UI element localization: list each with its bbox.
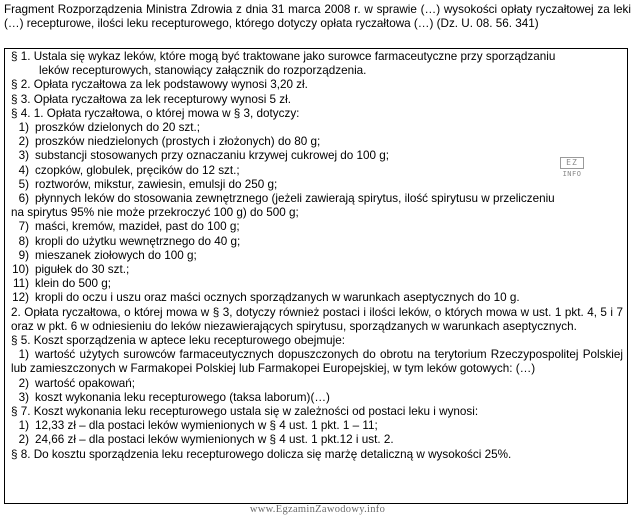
list-item-text: czopków, globulek, pręcików do 12 szt.; [35, 163, 240, 177]
list-item-text: płynnych leków do stosowania zewnętrznego (jeżeli zawierają spirytus, ilość spirytusu w przeliczeniu [35, 192, 555, 206]
list-item-number: 8) [18, 234, 29, 248]
list-item-number: 2) [18, 135, 29, 149]
list-item [11, 220, 623, 234]
list-item [11, 291, 623, 305]
paragraph-4-list [11, 121, 623, 192]
list-item [11, 263, 623, 277]
paragraph-2: § 2. Opłata ryczałtowa za lek podstawowy wynosi 3,20 zł. [11, 78, 308, 92]
watermark-footer: www.EgzaminZawodowy.info [249, 504, 386, 515]
list-item [11, 377, 623, 391]
paragraph-1-line-2: leków recepturowych, stanowiący załącznik do rozporządzenia. [39, 64, 367, 78]
list-item-text: pigułek do 30 szt.; [35, 263, 130, 277]
list-item-number: 4) [18, 163, 29, 177]
list-item [11, 277, 623, 291]
list-item-text: 24,66 zł – dla postaci leków wymienionych w § 4 ust. 1 pkt.12 i ust. 2. [35, 433, 394, 447]
list-item-number: 2) [18, 376, 29, 390]
list-item-text: kropli do oczu i uszu oraz maści ocznych sporządzanych w warunkach aseptycznych do 10 g. [35, 291, 520, 305]
paragraph-7-list [11, 419, 623, 447]
list-item-number: 7) [18, 220, 29, 234]
list-item-number: 10) [12, 263, 29, 277]
list-item-text: kropli do użytku wewnętrznego do 40 g; [35, 234, 241, 248]
list-item [11, 433, 623, 447]
document-header: Fragment Rozporządzenia Ministra Zdrowia z dnia 31 marca 2008 r. w sprawie (…) wysokości opłaty ryczałtowej za leki (…) recepturowe, ilości leku recepturowego, którego dotyczy opłata ryczałtowa (…) (Dz. U. 08. 56. 341) [4, 3, 631, 31]
list-item-text: wartość użytych surowców farmaceutycznych dopuszczonych do obrotu na terytorium Rzeczypospolitej Polskiej lub zamieszczonych w Farmakopei Polskiej lub Farmakopei Europejskiej, w tym leków gotowych: (…) [11, 348, 623, 376]
paragraph-4-intro: § 4. 1. Opłata ryczałtowa, o której mowa w § 3, dotyczy: [11, 106, 300, 120]
list-item-number: 12) [12, 291, 29, 305]
paragraph-5-list [11, 377, 623, 405]
list-item-text: proszków niedzielonych (prostych i złożonych) do 80 g; [35, 135, 321, 149]
regulation-text-box [4, 48, 628, 504]
list-item-number: 3) [18, 149, 29, 163]
list-item-text: substancji stosowanych przy oznaczaniu krzywej cukrowej do 100 g; [35, 149, 390, 163]
stamp-line-2: INFO [562, 170, 582, 178]
list-item-number: 9) [18, 248, 29, 262]
list-item [11, 178, 623, 192]
list-item [11, 391, 623, 405]
list-item-number: 1) [18, 348, 29, 362]
paragraph-4-list-continued [11, 220, 623, 305]
list-item [11, 135, 623, 149]
paragraph-5-intro: § 5. Koszt sporządzenia w aptece leku recepturowego obejmuje: [11, 334, 345, 348]
list-item [11, 235, 623, 249]
list-item-text: wartość opakowań; [35, 376, 136, 390]
stamp-line-1: EZ [560, 157, 584, 169]
paragraph-7-intro: § 7. Koszt wykonania leku recepturowego ustala się w zależności od postaci leku i wynosi: [11, 405, 479, 419]
list-item [11, 164, 623, 178]
list-item-text: koszt wykonania leku recepturowego (taksa laborum)(…) [35, 390, 330, 404]
list-item-number: 1) [18, 419, 29, 433]
list-item-text: proszków dzielonych do 20 szt.; [35, 121, 201, 135]
list-item [11, 121, 623, 135]
list-item-number: 5) [18, 177, 29, 191]
list-item-number: 3) [18, 390, 29, 404]
ez-info-stamp [560, 157, 584, 181]
paragraph-5-item-1 [11, 348, 623, 376]
list-item-number: 11) [12, 277, 29, 291]
paragraph-1-line-1: § 1. Ustala się wykaz leków, które mogą być traktowane jako surowce farmaceutyczne przy sporządzaniu [11, 50, 556, 63]
list-item [11, 149, 623, 163]
list-item-text: 12,33 zł – dla postaci leków wymienionych w § 4 ust. 1 pkt. 1 – 11; [35, 419, 378, 433]
list-item-number: 2) [18, 433, 29, 447]
list-item-number: 6) [18, 192, 29, 206]
paragraph-8: § 8. Do kosztu sporządzenia leku recepturowego dolicza się marżę detaliczną w wysokości 25%. [11, 447, 512, 461]
list-item-number: 1) [18, 121, 29, 135]
list-item [11, 419, 623, 433]
list-item-text: klein do 500 g; [35, 277, 112, 291]
paragraph-4-section-2: 2. Opłata ryczałtowa, o której mowa w § 3, dotyczy również postaci i ilości leków, o których mowa w ust. 1 pkt. 4, 5 i 7 oraz w pkt. 6 w odniesieniu do leków niezawierających spirytusu, sporządzanych w warunkach aseptycznych. [11, 305, 623, 333]
list-item-text: roztworów, mikstur, zawiesin, emulsji do 250 g; [35, 177, 278, 191]
list-item-text: maści, kremów, mazideł, past do 100 g; [35, 220, 240, 234]
paragraph-3: § 3. Opłata ryczałtowa za lek recepturowy wynosi 5 zł. [11, 92, 291, 106]
paragraph-4-item-6-cont: na spirytus 95% nie może przekroczyć 100 g) do 500 g; [11, 206, 299, 220]
paragraph-4-item-6 [11, 192, 623, 206]
list-item [11, 249, 623, 263]
list-item-text: mieszanek ziołowych do 100 g; [35, 248, 197, 262]
